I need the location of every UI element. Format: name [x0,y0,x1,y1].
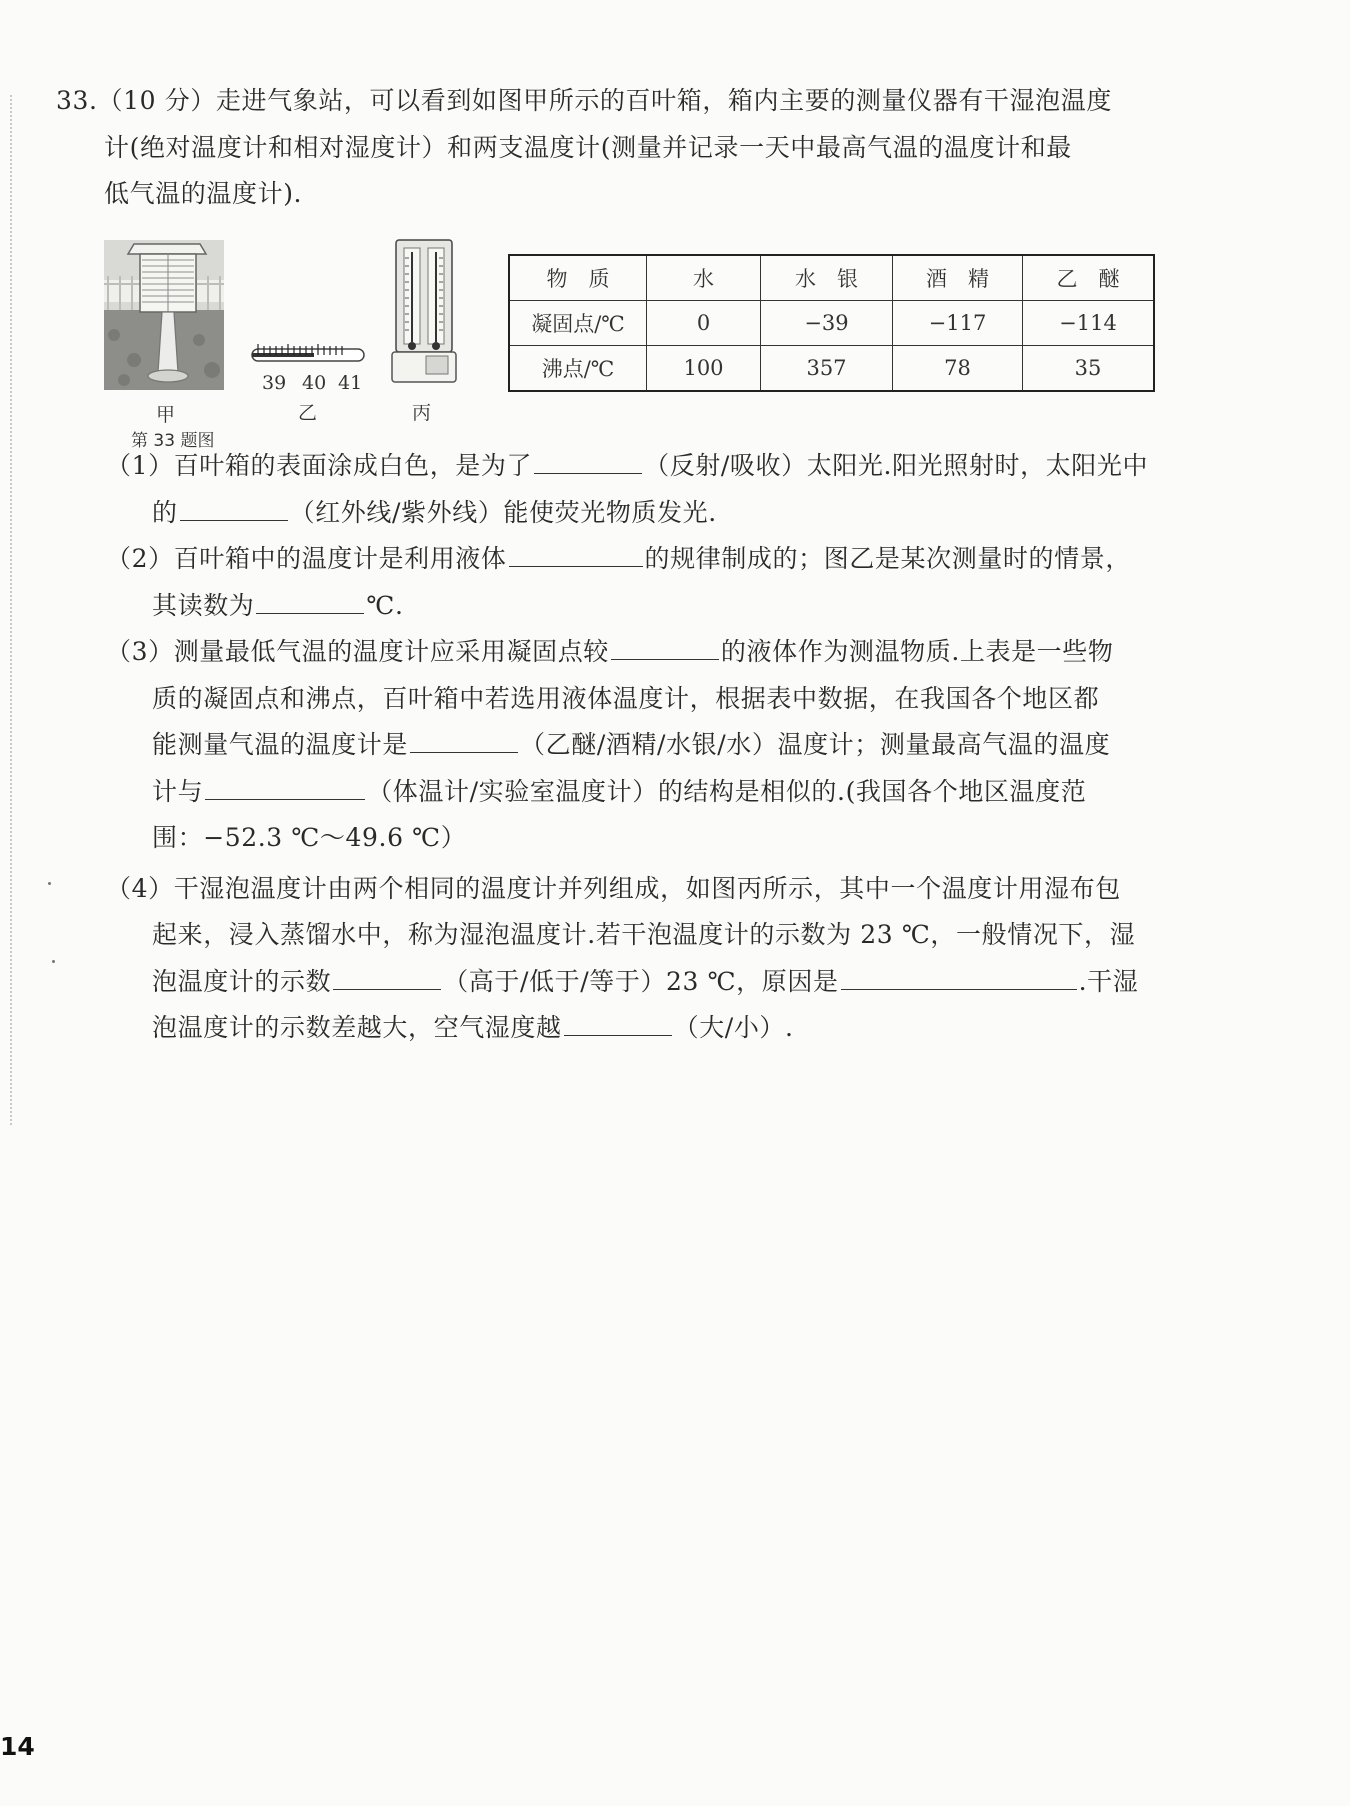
question-text: 围：−52.3 ℃～49.6 ℃） [152,823,467,852]
answer-blank[interactable] [410,730,518,753]
answer-blank[interactable] [611,637,719,660]
scale-label-41: 41 [338,372,363,394]
sub-question-2 [56,536,1166,629]
question-text: （大/小）. [673,1013,794,1042]
table-row-label: 沸点/℃ [509,346,647,392]
question-text: （1）百叶箱的表面涂成白色，是为了 [106,451,533,480]
table-cell: 78 [893,346,1023,392]
clinical-thermometer [250,342,370,368]
table-header-cell: 物 质 [509,255,647,301]
question-text: （3）测量最低气温的温度计应采用凝固点较 [106,637,609,666]
sub-question-1 [56,443,1166,536]
answer-blank[interactable] [180,498,288,521]
answer-blank[interactable] [256,591,364,614]
figure-label-bing: 丙 [412,402,432,424]
table-row [509,255,1154,301]
answer-blank[interactable] [534,451,642,474]
table-cell: −114 [1023,301,1155,346]
table-header-cell: 水 银 [761,255,893,301]
answer-blank[interactable] [564,1013,672,1036]
table-cell: −39 [761,301,893,346]
question-text: 的规律制成的；图乙是某次测量时的情景， [644,544,1131,573]
table-cell: 35 [1023,346,1155,392]
question-text: （4）干湿泡温度计由两个相同的温度计并列组成，如图丙所示，其中一个温度计用湿布包 [106,873,1121,903]
wet-dry-bulb-thermometer [390,238,460,390]
question-text: （反射/吸收）太阳光.阳光照射时，太阳光中 [644,451,1149,480]
page-number: 14 [0,1732,35,1761]
margin-mark [48,882,51,885]
question-text: 的 [152,497,178,527]
question-text: .干湿 [1078,966,1139,996]
table-cell: 357 [761,346,893,392]
sub-questions [56,443,1166,1052]
answer-blank[interactable] [509,544,643,567]
figure-label-jia: 甲 [156,404,176,426]
question-line: 33.（10 分）走进气象站，可以看到如图甲所示的百叶箱，箱内主要的测量仪器有干湿泡温度 [56,86,1112,115]
table-row [509,301,1154,346]
table-header-cell: 水 [647,255,761,301]
table-cell: 0 [647,301,761,346]
question-text: 起来，浸入蒸馏水中，称为湿泡温度计.若干泡温度计的示数为 23 ℃，一般情况下，湿 [152,920,1136,949]
answer-blank[interactable] [205,777,365,800]
question-text: （2）百叶箱中的温度计是利用液体 [106,544,507,573]
table-header-cell: 乙 醚 [1023,255,1155,301]
question-text: 其读数为 [152,590,255,620]
question-line: 低气温的温度计). [104,179,303,208]
question-text: （体温计/实验室温度计）的结构是相似的.(我国各个地区温度范 [367,776,1087,806]
table-row [509,346,1154,392]
margin-mark [52,960,55,963]
figure-label-yi: 乙 [298,402,318,424]
sub-question-4 [56,866,1166,1052]
substance-table [508,254,1155,392]
table-cell: −117 [893,301,1023,346]
answer-blank[interactable] [841,967,1077,990]
sub-question-3 [56,629,1166,862]
question-text: ℃. [366,590,404,620]
question-text: （高于/低于/等于）23 ℃，原因是 [443,966,839,996]
question-text: （乙醚/酒精/水银/水）温度计；测量最高气温的温度 [520,730,1111,759]
figure-caption: 第 33 题图 [131,431,215,451]
scale-label-40: 40 [302,372,327,394]
table-row-label: 凝固点/℃ [509,301,647,346]
table-header-cell: 酒 精 [893,255,1023,301]
question-text: 能测量气温的温度计是 [152,730,409,759]
margin-dotted-line [10,95,12,1125]
question-text: （红外线/紫外线）能使荧光物质发光. [289,497,717,527]
question-stem [56,78,1166,218]
question-text: 的液体作为测温物质.上表是一些物 [720,637,1114,666]
question-text: 泡温度计的示数 [152,966,332,996]
table-cell: 100 [647,346,761,392]
scale-label-39: 39 [262,372,287,394]
question-text: 质的凝固点和沸点，百叶箱中若选用液体温度计，根据表中数据，在我国各个地区都 [152,683,1100,713]
question-text: 计与 [152,776,204,806]
question-text: 泡温度计的示数差越大，空气湿度越 [152,1013,562,1042]
question-line: 计(绝对温度计和相对湿度计）和两支温度计(测量并记录一天中最高气温的温度计和最 [104,132,1072,162]
louver-box-photo [104,240,224,390]
answer-blank[interactable] [333,967,441,990]
